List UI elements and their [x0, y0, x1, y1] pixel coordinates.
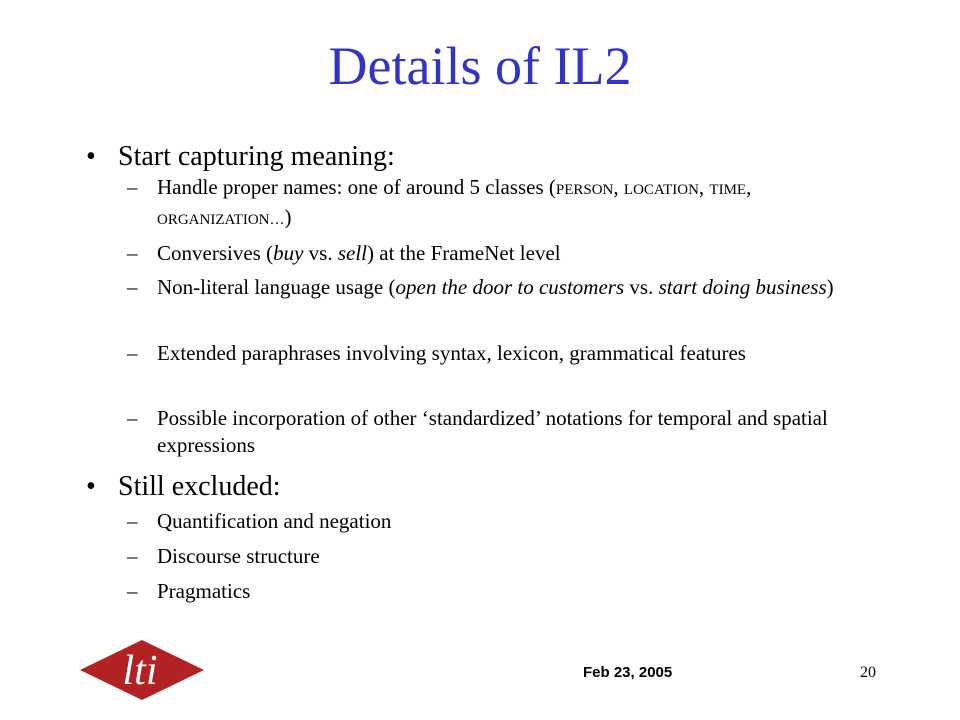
sub-bullet-marker: –: [127, 341, 138, 365]
page-number: 20: [860, 664, 876, 681]
sub-bullet-text: Extended paraphrases involving syntax, lexicon, grammatical features: [157, 341, 746, 365]
sub-bullet-marker: –: [127, 579, 138, 603]
sub-bullet-item: [127, 578, 887, 605]
sub-bullet-item: [127, 340, 887, 367]
footer-date: Feb 23, 2005: [583, 664, 673, 681]
bullet-text: Still excluded:: [118, 471, 281, 502]
sub-bullet-item: [127, 405, 887, 459]
sub-bullet-item: [127, 240, 887, 267]
sub-bullet-marker: –: [127, 509, 138, 533]
slide-title: Details of IL2: [328, 36, 632, 96]
sub-bullet-marker: –: [127, 406, 138, 430]
sub-bullet-marker: –: [127, 275, 138, 299]
logo-text: lti: [122, 648, 158, 694]
sub-bullet-text: Pragmatics: [157, 579, 251, 603]
sub-bullet-item: [127, 274, 887, 301]
sub-bullet-text: Quantification and negation: [157, 509, 392, 533]
sub-bullet-item: [127, 174, 887, 234]
bullet-marker: •: [86, 471, 96, 502]
bullet-marker: •: [86, 141, 96, 172]
sub-bullet-marker: –: [127, 544, 138, 568]
sub-bullet-text: Possible incorporation of other ‘standardized’ notations for temporal and spatial expressions: [157, 406, 828, 457]
bullet-text: Start capturing meaning:: [118, 141, 395, 172]
sub-bullet-text: Discourse structure: [157, 544, 320, 568]
lti-logo: [76, 636, 208, 704]
sub-bullet-text: Handle proper names: one of around 5 classes (PERSON, LOCATION, TIME, ORGANIZATION…): [157, 175, 752, 229]
sub-bullet-marker: –: [127, 175, 138, 199]
sub-bullet-marker: –: [127, 241, 138, 265]
sub-bullet-text: Conversives (buy vs. sell) at the FrameNet level: [157, 241, 561, 265]
sub-bullet-text: Non-literal language usage (open the door to customers vs. start doing business): [157, 275, 834, 299]
sub-bullet-item: [127, 543, 887, 570]
sub-bullet-item: [127, 508, 887, 535]
